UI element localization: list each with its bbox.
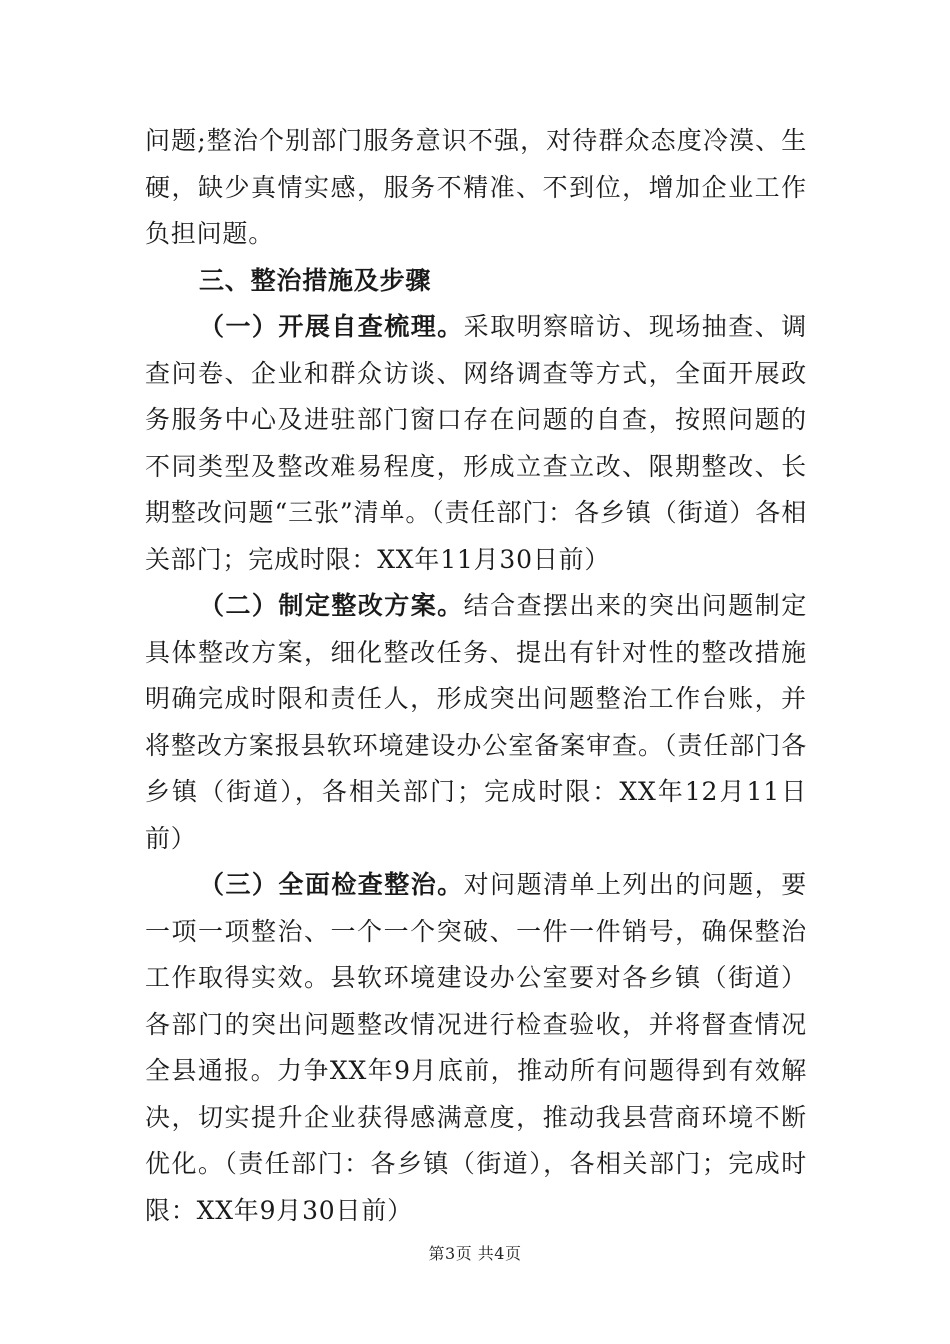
continuation-paragraph: 问题;整治个别部门服务意识不强，对待群众态度冷漠、生硬，缺少真情实感，服务不精准、不到位，增加企业工作负担问题。 bbox=[145, 126, 807, 248]
step-1-title: （一）开展自查梳理。 bbox=[199, 312, 464, 341]
step-2-body: 结合查摆出来的突出问题制定具体整改方案，细化整改任务、提出有针对性的整改措施明确完成时限和责任人，形成突出问题整治工作台账，并将整改方案报县软环境建设办公室备案审查。（责任部门各乡镇（街道），各相关部门；完成时限：XX年12月11日前） bbox=[145, 591, 807, 853]
step-1-paragraph bbox=[145, 304, 807, 583]
document-body bbox=[145, 118, 807, 1234]
step-2-paragraph bbox=[145, 583, 807, 862]
step-2-title: （二）制定整改方案。 bbox=[199, 591, 464, 620]
step-3-paragraph bbox=[145, 862, 807, 1234]
section-heading: 三、整治措施及步骤 bbox=[199, 265, 432, 295]
step-3-title: （三）全面检查整治。 bbox=[199, 870, 464, 899]
step-3-body: 对问题清单上列出的问题，要一项一项整治、一个一个突破、一件一件销号，确保整治工作取得实效。县软环境建设办公室要对各乡镇（街道）各部门的突出问题整改情况进行检查验收，并将督查情况全县通报。力争XX年9月底前，推动所有问题得到有效解决，切实提升企业获得感满意度，推动我县营商环境不断优化。（责任部门：各乡镇（街道），各相关部门；完成时限：XX年9月30日前） bbox=[145, 870, 807, 1225]
page-number-footer: 第3页 共4页 bbox=[428, 1244, 522, 1263]
step-1-body: 采取明察暗访、现场抽查、调查问卷、企业和群众访谈、网络调查等方式，全面开展政务服务中心及进驻部门窗口存在问题的自查，按照问题的不同类型及整改难易程度，形成立查立改、限期整改、长期整改问题“三张”清单。（责任部门：各乡镇（街道）各相关部门；完成时限：XX年11月30日前） bbox=[145, 312, 807, 574]
